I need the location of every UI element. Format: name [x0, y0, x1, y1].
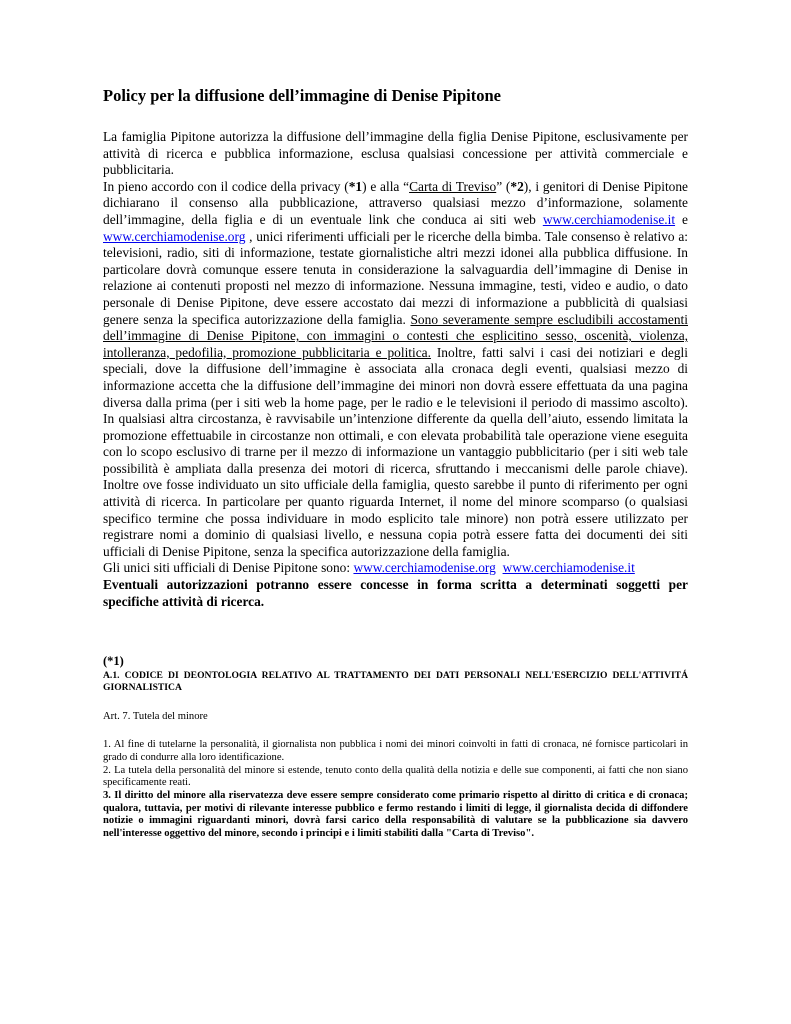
consent-text-a: In pieno accordo con il codice della privacy ( [103, 178, 349, 194]
article-clause-1: 1. Al fine di tutelarne la personalità, il giornalista non pubblica i nomi dei minori coinvolti in fatti di cronaca, né fornisce particolari in grado di condurre alla loro identificazione. [103, 739, 688, 763]
carta-di-treviso-text: Carta di Treviso [409, 178, 497, 194]
link-cerchiamodenise-org[interactable]: www.cerchiamodenise.org [103, 228, 246, 244]
footnote-label: (*1) [103, 654, 124, 669]
intro-paragraph: La famiglia Pipitone autorizza la diffusione dell’immagine della figlia Denise Pipitone, esclusivamente per attività di ricerca e pubblica informazione, esclusa qualsiasi concessione per attività commerciale e pubblicitaria. [103, 129, 688, 178]
consent-text-g: Inoltre, fatti salvi i casi dei notiziari e degli speciali, dove la diffusione dell’immagine è associata alla cronaca degli eventi, qualsiasi mezzo di informazione accetta che la diffusione dell’immagine dei minori non dovrà essere effettuata da una pagina diversa dalla prima (per i siti web la home page, per le radio e le televisioni il periodo di massimo ascolto). In qualsiasi altra circostanza, è ravvisabile un’intenzione differente da quella dell’aiuto, essendo limitata la promozione effettuabile in circostanze non ottimali, e con elevata probabilità tale operazione viene eseguita con lo scopo esclusivo di trarne per il mezzo di informazione un vantaggio pubblicitario (per i siti web tale possibilità è ampliata dalla presenza dei motori di ricerca, sfruttando i meccanismi delle parole chiave). Inoltre ove fosse individuato un sito ufficiale della famiglia, questo sarebbe il punto di riferimento per ogni attività di ricerca. In particolare per quanto riguarda Internet, il nome del minore scomparso (o qualsiasi specifico termine che possa individuare in modo esplicito tale minore) non potrà essere utilizzato per registrare nomi a dominio di qualsiasi livello, e nessuna copia potrà essere fatta dei documenti dei siti ufficiali di Denise Pipitone, senza la specifica autorizzazione della famiglia. [103, 344, 688, 559]
link-cerchiamodenise-it[interactable]: www.cerchiamodenise.it [542, 211, 676, 227]
consent-text-f: , unici riferimenti ufficiali per le ricerche della bimba. Tale consenso è relativo a: televisioni, radio, siti di informazione, testate giornalistiche altri mezzi idonei alla pubblica diffusione. In particolare dovrà comunque essere tenuta in considerazione la salvaguardia dell’immagine di Denise in relazione ai contenuti proposti nel mezzo di informazione. Nessuna immagine, testi, video e audio, o dato personale di Denise Pipitone, deve essere accostato dai mezzi di informazione a pubblicità di qualsiasi genere senza la specifica autorizzazione della famiglia. [103, 228, 688, 327]
authorization-paragraph: Eventuali autorizzazioni potranno essere concesse in forma scritta a determinati soggetti per specifiche attività di ricerca. [103, 577, 688, 609]
consent-text-c: ” ( [496, 178, 511, 194]
footnote-ref-2[interactable]: *2 [510, 178, 524, 194]
document-title: Policy per la diffusione dell’immagine di Denise Pipitone [103, 86, 501, 105]
consent-text-b: ) e alla “ [362, 178, 410, 194]
footnote-ref-1[interactable]: *1 [348, 178, 363, 194]
footnote-heading: A.1. CODICE DI DEONTOLOGIA RELATIVO AL TRATTAMENTO DEI DATI PERSONALI NELL'ESERCIZIO DELL'ATTIVITÁ GIORNALISTICA [103, 670, 688, 694]
exclusion-underlined-text: Sono severamente sempre escludibili accostamenti dell’immagine di Denise Pipitone, con immagini o contesti che esplicitino sesso, oscenità, violenza, intolleranza, pedofilia, promozione pubblicitaria e politica. [103, 311, 689, 360]
document-page [103, 86, 688, 841]
official-link-org[interactable]: www.cerchiamodenise.org [353, 560, 496, 576]
article-clause-3: 3. Il diritto del minore alla riservatezza deve essere sempre considerato come primario rispetto al diritto di critica e di cronaca; qualora, tuttavia, per motivi di rilevante interesse pubblico e fermo restando i limiti di legge, il giornalista decida di diffondere notizie o immagini riguardanti minori, dovrà farsi carico della responsabilità di valutare se la pubblicazione sia davvero nell'interesse oggettivo del minore, secondo i principi e i limiti stabiliti dalla "Carta di Treviso". [103, 790, 688, 840]
article-clause-2: 2. La tutela della personalità del minore si estende, tenuto conto della qualità della notizia e delle sue componenti, ai fatti che non siano specificamente reati. [103, 764, 688, 789]
official-sites-line [103, 560, 688, 577]
consent-paragraph [103, 179, 688, 561]
consent-text-d: ), i genitori di Denise Pipitone dichiarano il consenso alla pubblicazione, attraverso qualsiasi mezzo d’informazione, solamente dell’immagine, della figlia e di un eventuale link che conduca ai siti web [103, 178, 688, 227]
article-title: Art. 7. Tutela del minore [103, 711, 208, 723]
official-link-it[interactable]: www.cerchiamodenise.it [502, 560, 635, 576]
consent-text-e: e [675, 211, 688, 227]
official-sites-label: Gli unici siti ufficiali di Denise Pipitone sono: [103, 560, 354, 576]
